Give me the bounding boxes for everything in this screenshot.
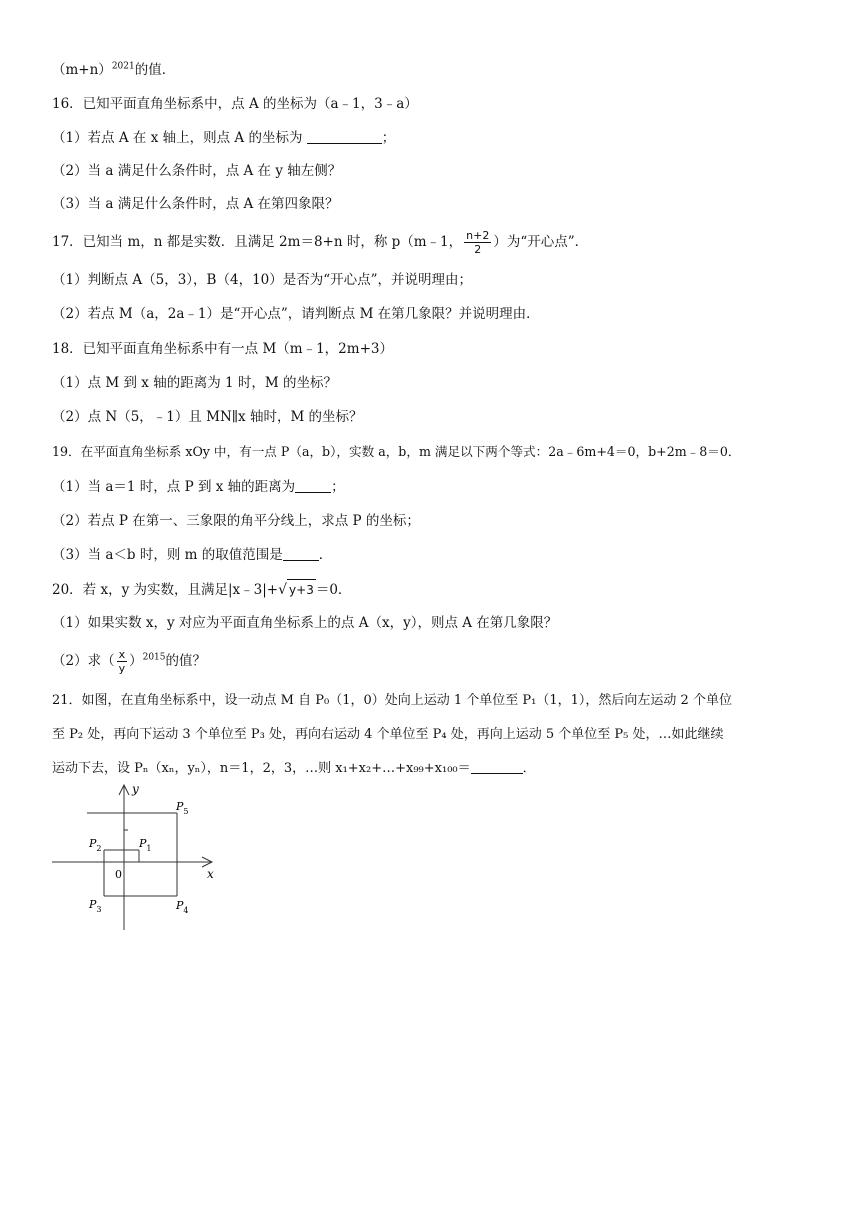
answer-blank: [307, 129, 382, 144]
text: （1）当 a＝1 时，点 P 到 x 轴的距离为: [52, 479, 296, 495]
problem-19-part-2: [52, 511, 420, 531]
text: （1）如果实数 x，y 对应为平面直角坐标系上的点 A（x，y），则点 A 在第几象限？: [52, 615, 558, 631]
answer-blank: [295, 478, 331, 493]
text: 20．若 x，y 为实数，且满足|x﹣3|+: [52, 582, 279, 598]
text: （1）若点 A 在 x 轴上，则点 A 的坐标为: [52, 130, 307, 146]
text: ；: [331, 479, 345, 495]
text: 的值？: [165, 653, 207, 669]
problem-16-part-1: [52, 128, 395, 148]
radicand: y+3: [287, 579, 316, 600]
label-p3: $P_3$: [89, 898, 102, 914]
label-p2: $P_2$: [89, 837, 102, 853]
problem-16-part-3: [52, 194, 339, 214]
text: （m+n）: [52, 62, 112, 78]
fraction-numerator: n+2: [466, 229, 490, 242]
problem-17-part-2: [52, 304, 540, 324]
fraction: [117, 648, 128, 675]
problem-18-part-1: [52, 373, 337, 393]
label-p1: $P_1$: [139, 837, 152, 853]
problem-17-part-1: [52, 270, 472, 290]
spiral-path-figure: [52, 780, 222, 935]
text: 至 P₂ 处，再向下运动 3 个单位至 P₃ 处，再向右运动 4 个单位至 P₄ 处，再向上运动 5 个单位至 P₅ 处，…如此继续: [52, 727, 724, 742]
problem-21-line-3: [52, 759, 536, 779]
text: 19．在平面直角坐标系 xOy 中，有一点 P（a，b），实数 a，b，m 满足以下两个等式：2a﹣6m+4＝0，b+2m﹣8＝0．: [52, 444, 741, 459]
line-1: [52, 60, 175, 80]
problem-20-title: [52, 579, 351, 600]
problem-18-part-2: [52, 407, 363, 427]
superscript: 2021: [111, 61, 135, 72]
x-axis-label: x: [207, 867, 214, 881]
fraction-numerator: x: [118, 648, 126, 661]
problem-16-part-2: [52, 161, 341, 181]
text: （2）求（: [52, 653, 115, 669]
answer-blank: [283, 546, 319, 561]
problem-18-title: [52, 339, 393, 359]
label-p5: $P_5$: [176, 800, 189, 816]
label-p4: $P_4$: [176, 899, 189, 915]
text: （1）判断点 A（5，3），B（4，10）是否为“开心点”，并说明理由；: [52, 272, 473, 288]
text: ．: [318, 547, 333, 563]
text: （3）当 a＜b 时，则 m 的取值范围是: [52, 547, 283, 563]
text: （1）点 M 到 x 轴的距离为 1 时，M 的坐标？: [52, 375, 337, 391]
text: ＝0．: [315, 582, 352, 598]
text: 18．已知平面直角坐标系中有一点 M（m﹣1，2m+3）: [52, 341, 393, 357]
text: 17．已知当 m，n 都是实数．且满足 2m＝8+n 时，称 p（m﹣1，: [52, 234, 463, 250]
text: （3）当 a 满足什么条件时，点 A 在第四象限？: [52, 196, 339, 212]
origin-label: 0: [115, 868, 122, 881]
superscript: 2015: [142, 652, 166, 663]
text: 的值．: [134, 62, 176, 78]
text: ）: [129, 653, 143, 669]
problem-21-line-2: [52, 725, 724, 745]
text: 16．已知平面直角坐标系中，点 A 的坐标为（a﹣1，3﹣a）: [52, 96, 418, 112]
text: ；: [381, 130, 396, 146]
problem-17-title: [52, 229, 588, 256]
problem-20-part-2: [52, 648, 206, 675]
problem-19-part-3: [52, 545, 332, 565]
answer-blank: [471, 759, 523, 774]
problem-19-part-1: [52, 477, 345, 497]
text: （2）点 N（5，﹣1）且 MN∥x 轴时，M 的坐标？: [52, 409, 363, 425]
fraction-denominator: y: [118, 662, 126, 675]
text: 运动下去，设 Pₙ（xₙ，yₙ），n＝1，2，3，…则 x₁+x₂+…+x₉₉+x₁₀₀＝: [52, 761, 471, 776]
text: ）为“开心点”．: [493, 234, 589, 250]
problem-21-line-1: [52, 691, 732, 711]
fraction-denominator: 2: [474, 243, 482, 256]
text: ．: [522, 761, 536, 776]
fraction: [464, 229, 491, 256]
text: （2）当 a 满足什么条件时，点 A 在 y 轴左侧？: [52, 163, 342, 179]
radical-sign: √: [278, 582, 288, 598]
problem-16-title: [52, 94, 418, 114]
text: （2）若点 M（a，2a﹣1）是“开心点”，请判断点 M 在第几象限？并说明理由．: [52, 306, 540, 322]
text: （2）若点 P 在第一、三象限的角平分线上，求点 P 的坐标；: [52, 513, 420, 529]
problem-19-title: [52, 442, 740, 462]
text: 21．如图，在直角坐标系中，设一动点 M 自 P₀（1，0）处向上运动 1 个单位至 P₁（1，1），然后向左运动 2 个单位: [52, 693, 732, 708]
y-axis-label: y: [132, 782, 139, 796]
problem-20-part-1: [52, 613, 557, 633]
